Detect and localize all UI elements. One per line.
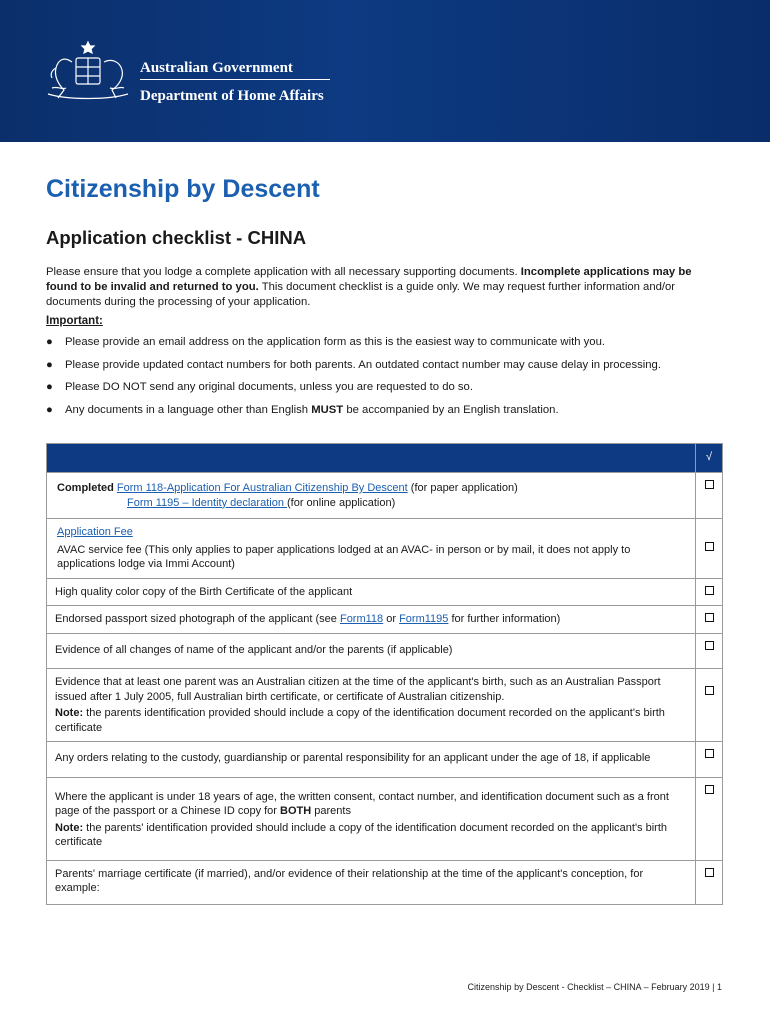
row-text: or <box>383 613 400 625</box>
checkbox[interactable] <box>705 480 714 489</box>
table-header-row <box>47 444 723 473</box>
list-item-text: Please provide updated contact numbers for both parents. An outdated contact number may cause delay in processing. <box>65 358 661 371</box>
row-text: Endorsed passport sized photograph of the applicant (see <box>55 613 340 625</box>
checkbox[interactable] <box>705 686 714 695</box>
page-subtitle: Application checklist - CHINA <box>46 227 307 248</box>
row-description: Any orders relating to the custody, guardianship or parental responsibility for an applicant under the age of 18, if applicable <box>47 742 696 778</box>
note-text: the parents identification provided should include a copy of the identification document recorded on the applicant's birth certificate <box>55 707 665 734</box>
list-item <box>46 335 726 351</box>
row-text: for further information) <box>448 613 561 625</box>
checkbox[interactable] <box>705 542 714 551</box>
page-title: Citizenship by Descent <box>46 175 320 203</box>
checkbox[interactable] <box>705 749 714 758</box>
government-name: Australian Government <box>140 60 293 76</box>
table-row <box>47 473 723 519</box>
bullet-icon: ● <box>46 403 53 416</box>
bullet-icon: ● <box>46 336 53 348</box>
note-label: Note: <box>55 821 84 834</box>
checkbox-cell <box>696 669 723 742</box>
completed-label: Completed <box>57 482 117 494</box>
table-row <box>47 606 723 634</box>
checkbox[interactable] <box>705 586 714 595</box>
intro-text-1: Please ensure that you lodge a complete application with all necessary supporting documents. <box>46 266 521 278</box>
list-item-text: Please DO NOT send any original documents, unless you are requested to do so. <box>65 381 473 393</box>
list-item <box>46 403 726 419</box>
intro-warning: Incomplete applications may be found to be invalid and returned to you. <box>46 266 692 293</box>
table-row <box>47 519 723 579</box>
header-divider <box>140 79 330 80</box>
checkbox-cell <box>696 606 723 634</box>
form-1195-link[interactable]: Form 1195 – Identity declaration <box>127 496 287 509</box>
checkbox-cell <box>696 473 723 519</box>
checkbox[interactable] <box>705 785 714 794</box>
checkbox-cell <box>696 777 723 860</box>
checkbox-cell <box>696 578 723 606</box>
row-description <box>47 669 696 742</box>
list-item-text: Please provide an email address on the application form as this is the easiest way to communicate with you. <box>65 336 606 348</box>
list-item <box>46 380 726 396</box>
list-item-emphasis: MUST <box>311 403 344 416</box>
table-row <box>47 860 723 904</box>
row-text: AVAC service fee (This only applies to paper applications lodged at an AVAC- in person or by mail, it does not apply to applications lodge via Immi Account) <box>57 543 631 570</box>
checkbox[interactable] <box>705 868 714 877</box>
checkbox[interactable] <box>705 613 714 622</box>
row-text: (for online application) <box>287 496 396 509</box>
list-item-text: Any documents in a language other than English <box>65 403 312 416</box>
department-name: Department of Home Affairs <box>140 88 324 104</box>
row-description <box>47 473 696 519</box>
intro-paragraph <box>46 265 726 310</box>
tick-column-header: √ <box>696 444 723 473</box>
form1195-link[interactable]: Form1195 <box>399 613 449 625</box>
important-list <box>46 335 726 425</box>
row-description: Parents' marriage certificate (if married), and/or evidence of their relationship at the time of the applicant's conception, for example: <box>47 860 696 904</box>
page-header-banner <box>0 0 770 142</box>
page-footer: Citizenship by Descent - Checklist – CHINA – February 2019 | 1 <box>467 982 722 992</box>
coat-of-arms-logo <box>42 38 134 104</box>
bullet-icon: ● <box>46 358 53 371</box>
note-label: Note: <box>55 707 84 719</box>
checkbox-cell <box>696 633 723 669</box>
list-item <box>46 358 726 374</box>
row-text: parents <box>311 805 351 817</box>
checkbox-cell <box>696 742 723 778</box>
checkbox-cell <box>696 860 723 904</box>
table-row <box>47 742 723 778</box>
table-row <box>47 777 723 860</box>
important-heading: Important: <box>46 315 103 327</box>
document-checklist-table <box>46 443 723 905</box>
form118-link[interactable]: Form118 <box>339 613 384 625</box>
row-text: Where the applicant is under 18 years of age, the written consent, contact number, and identification document such as a front page of the passport or a Chinese ID copy for <box>55 790 669 817</box>
list-item-text: be accompanied by an English translation. <box>343 403 559 416</box>
table-row <box>47 578 723 606</box>
row-description: High quality color copy of the Birth Certificate of the applicant <box>47 578 696 606</box>
row-description <box>47 777 696 860</box>
application-fee-link[interactable]: Application Fee <box>57 526 133 538</box>
form-118-link[interactable]: Form 118-Application For Australian Citizenship By Descent <box>116 482 408 494</box>
header-cell <box>47 444 696 473</box>
checkbox[interactable] <box>705 641 714 650</box>
table-row <box>47 669 723 742</box>
bullet-icon: ● <box>46 381 53 393</box>
row-text: Evidence that at least one parent was an Australian citizen at the time of the applicant's birth, such as an Australian Passport issued after 1 July 2005, full Australian birth certificate, or certificate of Australian citizenship. <box>55 676 661 703</box>
checkbox-cell <box>696 519 723 579</box>
row-description: Evidence of all changes of name of the applicant and/or the parents (if applicable) <box>47 633 696 669</box>
intro-text-2: This document checklist is a guide only. We may request further information and/or documents during the processing of your application. <box>46 281 676 308</box>
row-emphasis: BOTH <box>280 805 312 817</box>
row-description <box>47 519 696 579</box>
row-description <box>47 606 696 634</box>
row-text: (for paper application) <box>407 482 518 494</box>
note-text: the parents' identification provided should include a copy of the identification document recorded on the applicant's birth certificate <box>55 821 668 848</box>
table-row <box>47 633 723 669</box>
